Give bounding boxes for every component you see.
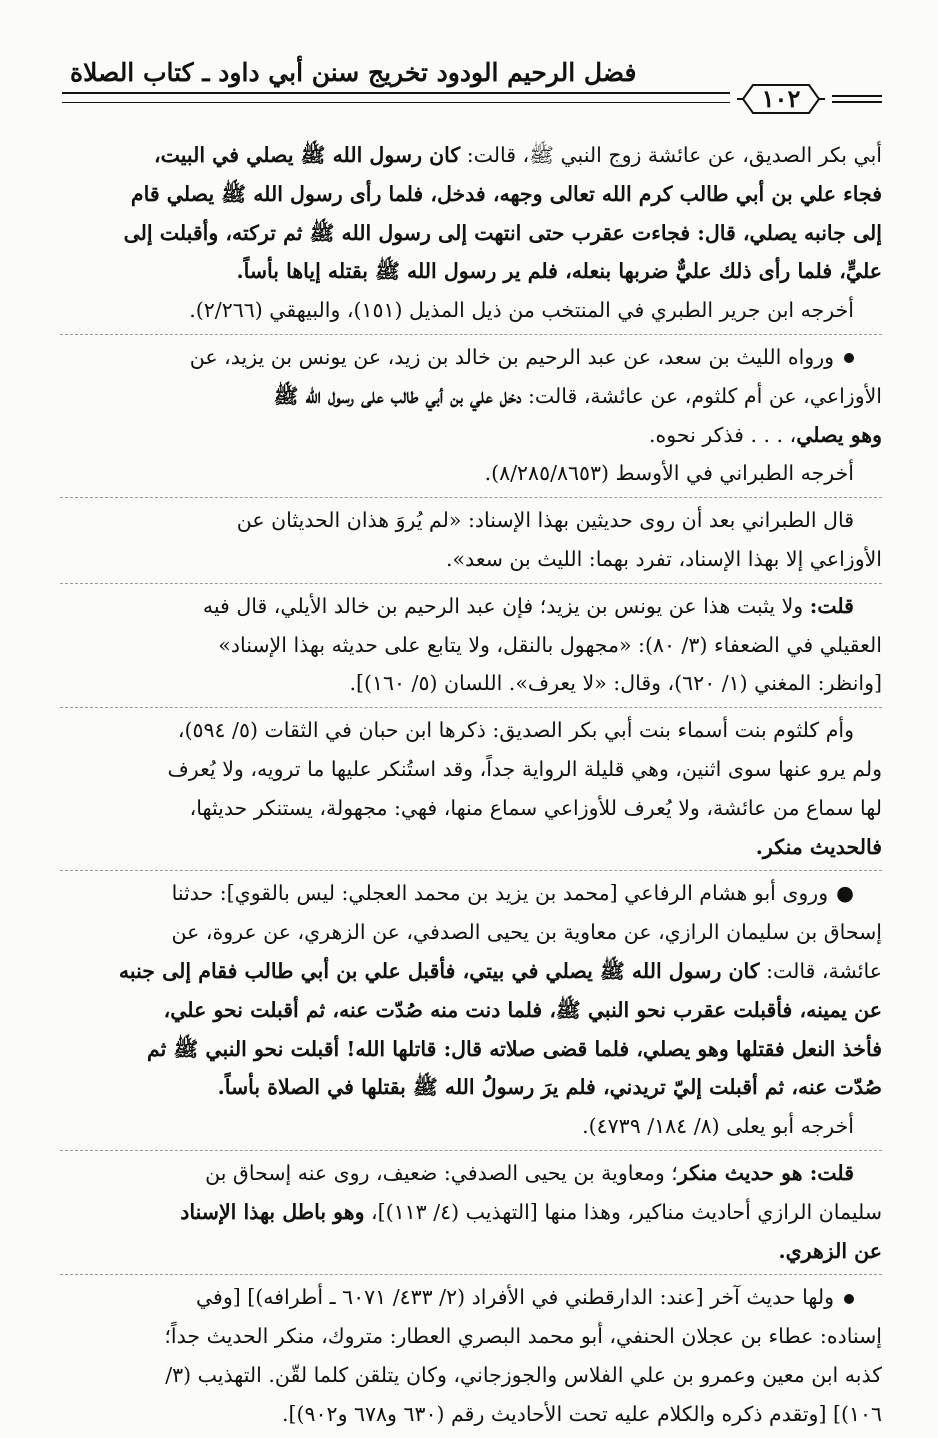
text-line bbox=[60, 952, 882, 991]
text-segment: ١٠٦)] [وتقدم ذكره والكلام عليه تحت الأحاديث رقم (٦٣٠ و٦٧٨ و٩٠٢)]. bbox=[282, 1401, 882, 1426]
text-line bbox=[60, 175, 882, 214]
text-segment: ولا يثبت هذا عن يونس بن يزيد؛ فإن عبد الرحيم بن خالد الأيلي، قال فيه bbox=[202, 593, 810, 618]
paragraph bbox=[60, 870, 882, 1150]
paragraph bbox=[60, 136, 882, 334]
text-segment: أبي بكر الصديق، عن عائشة زوج النبي ﷺ، قالت: bbox=[460, 143, 882, 167]
text-line bbox=[60, 874, 882, 913]
paragraph bbox=[60, 1274, 882, 1437]
text-line bbox=[60, 587, 882, 626]
header-rule bbox=[62, 92, 730, 94]
text-line bbox=[60, 1395, 882, 1434]
text-segment: كذبه ابن معين وعمرو بن علي الفلاس والجوزجاني، وكان يتلقن كلما لقّن. التهذيب (٣/ bbox=[165, 1362, 882, 1387]
text-line bbox=[60, 1193, 882, 1232]
text-line bbox=[60, 789, 882, 828]
text-segment: وروى أبو هشام الرفاعي [محمد بن يزيد بن محمد العجلي: ليس بالقوي]: حدثنا bbox=[171, 881, 829, 906]
text-line bbox=[60, 1107, 882, 1146]
text-segment: عائشة، قالت: bbox=[759, 958, 882, 983]
text-line bbox=[60, 252, 882, 291]
bold-text-segment: فجاء علي بن أبي طالب كرم الله تعالى وجهه، فدخل، فلما رأى رسول الله ﷺ يصلي قام bbox=[130, 181, 882, 206]
text-line bbox=[60, 626, 882, 665]
text-line bbox=[60, 828, 882, 867]
paragraph bbox=[60, 497, 882, 583]
bold-text-segment: فأخذ النعل فقتلها وهو يصلي، فلما قضى صلاته قال: قاتلها الله! أقبلت نحو النبي ﷺ ثم bbox=[147, 1036, 882, 1061]
bold-text-segment: وهو باطل بهذا الإسناد bbox=[180, 1199, 365, 1224]
page-number-frame bbox=[735, 82, 827, 116]
bold-text-segment: كان رسول الله ﷺ يصلي في بيتي، فأقبل علي بن أبي طالب فقام إلى جنبه bbox=[118, 958, 760, 983]
text-segment: الأوزاعي، عن أم كلثوم، عن عائشة، قالت: bbox=[521, 383, 882, 408]
text-segment: الأوزاعي إلا بهذا الإسناد، تفرد بهما: الليث بن سعد». bbox=[446, 546, 882, 571]
text-segment: لها سماع من عائشة، ولا يُعرف للأوزاعي سماع منها، فهي: مجهولة، يستنكر حديثها، bbox=[189, 795, 882, 820]
running-header-title: فضل الرحيم الودود تخريج سنن أبي داود ـ كتاب الصلاة bbox=[70, 58, 637, 87]
text-segment: ورواه الليث بن سعد، عن عبد الرحيم بن خالد بن زيد، عن يونس بن يزيد، عن bbox=[189, 344, 834, 369]
text-segment: إسناده: عطاء بن عجلان الحنفي، أبو محمد البصري العطار: متروك، منكر الحديث جداً؛ bbox=[164, 1324, 882, 1349]
text-segment: العقيلي في الضعفاء (٣/ ٨٠): «مجهول بالنقل، ولا يتابع على حديثه بهذا الإسناد» bbox=[218, 632, 882, 657]
paragraph bbox=[60, 334, 882, 497]
paragraph bbox=[60, 1150, 882, 1274]
text-segment: أخرجه ابن جرير الطبري في المنتخب من ذيل المذيل (١٥١)، والبيهقي (٢/٢٦٦). bbox=[189, 298, 854, 323]
text-line bbox=[60, 1356, 882, 1395]
text-line bbox=[60, 750, 882, 789]
text-segment: سليمان الرازي أحاديث مناكير، وهذا منها [التهذيب (٤/ ١١٣)]، bbox=[364, 1199, 882, 1224]
text-line bbox=[60, 540, 882, 579]
text-segment: ، . . . فذكر نحوه. bbox=[649, 422, 797, 447]
bold-text-segment: عن يمينه، فأقبلت عقرب نحو النبي ﷺ، فلما دنت منه صُدّت عنه، ثم أقبلت نحو علي، bbox=[163, 997, 882, 1022]
text-line bbox=[60, 501, 882, 540]
text-line bbox=[60, 291, 882, 330]
text-line bbox=[60, 454, 882, 493]
page-number-side-rule-2 bbox=[832, 101, 882, 103]
header-rule-thin bbox=[62, 102, 730, 103]
text-segment: ؛ ومعاوية بن يحيى الصدفي: ضعيف، روى عنه إسحاق بن bbox=[205, 1160, 678, 1185]
text-line bbox=[60, 1317, 882, 1356]
text-line bbox=[60, 214, 882, 253]
text-line bbox=[60, 338, 882, 377]
bold-text-segment: دخل علي بن أبي طالب على رسول الله ﷺ bbox=[273, 383, 522, 408]
bold-text-segment: فالحديث منكر. bbox=[755, 834, 882, 859]
text-line bbox=[60, 913, 882, 952]
text-line bbox=[60, 664, 882, 703]
bold-text-segment: عليٍّ، فلما رأى ذلك عليٌّ ضربها بنعله، فلم ير رسول الله ﷺ بقتله إياها بأساً. bbox=[236, 259, 882, 284]
text-line bbox=[60, 1278, 882, 1317]
bold-text-segment: قلت: bbox=[809, 593, 854, 618]
text-line bbox=[60, 136, 882, 175]
text-segment: وأم كلثوم بنت أسماء بنت أبي بكر الصديق: ذكرها ابن حبان في الثقات (٥/ ٥٩٤)، bbox=[177, 718, 854, 743]
text-line bbox=[60, 711, 882, 750]
page-body bbox=[60, 136, 882, 1438]
bold-text-segment: عن الزهري. bbox=[778, 1238, 882, 1263]
bold-text-segment: كان رسول الله ﷺ يصلي في البيت، bbox=[153, 143, 461, 167]
text-line bbox=[60, 1030, 882, 1069]
text-segment: ولم يرو عنها سوى اثنين، وهي قليلة الرواية جداً، وقد استُنكر عليها ما ترويه، ولا يُعرف bbox=[167, 756, 882, 781]
page-number-side-rule bbox=[832, 95, 882, 97]
paragraph bbox=[60, 583, 882, 707]
text-line bbox=[60, 377, 882, 416]
text-line bbox=[60, 1068, 882, 1107]
text-segment: قال الطبراني بعد أن روى حديثين بهذا الإسناد: «لم يُروَ هذان الحديثان عن bbox=[236, 508, 854, 533]
bullet-icon bbox=[844, 1294, 854, 1304]
bullet-icon bbox=[844, 353, 854, 363]
text-segment: إسحاق بن سليمان الرازي، عن معاوية بن يحيى الصدفي، عن الزهري، عن عروة، عن bbox=[171, 920, 882, 945]
text-segment: ولها حديث آخر [عند: الدارقطني في الأفراد (٢/ ٤٣٣/ ٦٠٧١ ـ أطرافه)] [وفي bbox=[195, 1285, 834, 1310]
bold-text-segment: قلت: هو حديث منكر bbox=[677, 1160, 854, 1185]
text-line bbox=[60, 1154, 882, 1193]
text-segment: أخرجه أبو يعلى (٨/ ١٨٤/ ٤٧٣٩). bbox=[582, 1114, 854, 1139]
text-segment: أخرجه الطبراني في الأوسط (٨/٢٨٥/٨٦٥٣). bbox=[484, 461, 854, 486]
text-segment: [وانظر: المغني (١/ ٦٢٠)، وقال: «لا يعرف». اللسان (٥/ ١٦٠)]. bbox=[349, 671, 882, 696]
paragraph bbox=[60, 707, 882, 870]
page-number: ١٠٢ bbox=[761, 84, 801, 113]
bold-text-segment: صُدّت عنه، ثم أقبلت إليّ تريدني، فلم يرَ رسولُ الله ﷺ بقتلها في الصلاة بأساً. bbox=[217, 1075, 882, 1100]
text-line bbox=[60, 416, 882, 455]
bold-text-segment: وهو يصلي bbox=[796, 422, 882, 447]
bullet-icon: ● bbox=[836, 881, 854, 906]
text-line bbox=[60, 1232, 882, 1271]
bold-text-segment: إلى جانبه يصلي، قال: فجاءت عقرب حتى انتهت إلى رسول الله ﷺ ثم تركته، وأقبلت إلى bbox=[123, 220, 882, 245]
text-line bbox=[60, 991, 882, 1030]
